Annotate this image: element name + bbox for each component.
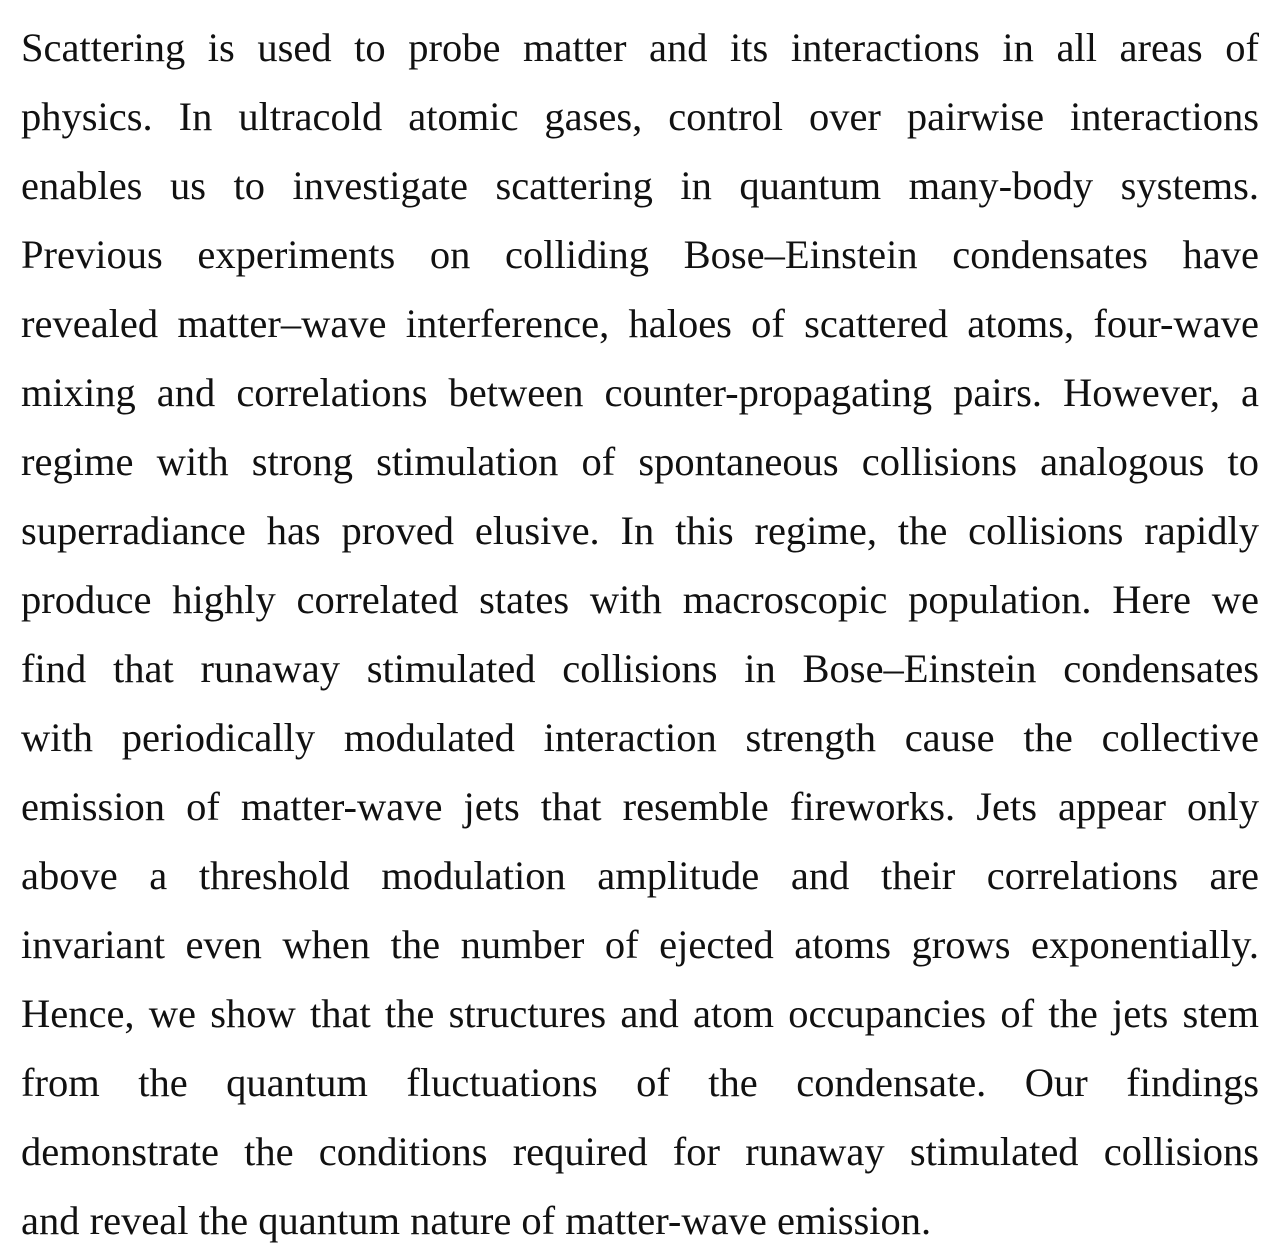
- abstract-line: invariant even when the number of ejected atoms grows exponentially.: [21, 922, 1259, 967]
- abstract-line: revealed matter–wave interference, haloes of scattered atoms, four-wave: [21, 301, 1259, 346]
- abstract-line: regime with strong stimulation of spontaneous collisions analogous to: [21, 439, 1259, 484]
- abstract-line: with periodically modulated interaction strength cause the collective: [21, 715, 1259, 760]
- abstract-paragraph: [21, 13, 1259, 1255]
- abstract-line: find that runaway stimulated collisions in Bose–Einstein condensates: [21, 646, 1259, 691]
- abstract-line: mixing and correlations between counter-propagating pairs. However, a: [21, 370, 1259, 415]
- abstract-line: superradiance has proved elusive. In this regime, the collisions rapidly: [21, 508, 1259, 553]
- abstract-line: produce highly correlated states with macroscopic population. Here we: [21, 577, 1259, 622]
- abstract-line: enables us to investigate scattering in quantum many-body systems.: [21, 163, 1259, 208]
- abstract-line: from the quantum fluctuations of the condensate. Our findings: [21, 1060, 1259, 1105]
- abstract-line: Hence, we show that the structures and atom occupancies of the jets stem: [21, 991, 1259, 1036]
- abstract-line: and reveal the quantum nature of matter-wave emission.: [21, 1198, 932, 1243]
- abstract-line: Previous experiments on colliding Bose–Einstein condensates have: [21, 232, 1259, 277]
- abstract-line: physics. In ultracold atomic gases, control over pairwise interactions: [21, 94, 1259, 139]
- abstract-line: Scattering is used to probe matter and its interactions in all areas of: [21, 25, 1259, 70]
- abstract-line: emission of matter-wave jets that resemble fireworks. Jets appear only: [21, 784, 1259, 829]
- abstract-line: demonstrate the conditions required for runaway stimulated collisions: [21, 1129, 1259, 1174]
- abstract-line: above a threshold modulation amplitude and their correlations are: [21, 853, 1259, 898]
